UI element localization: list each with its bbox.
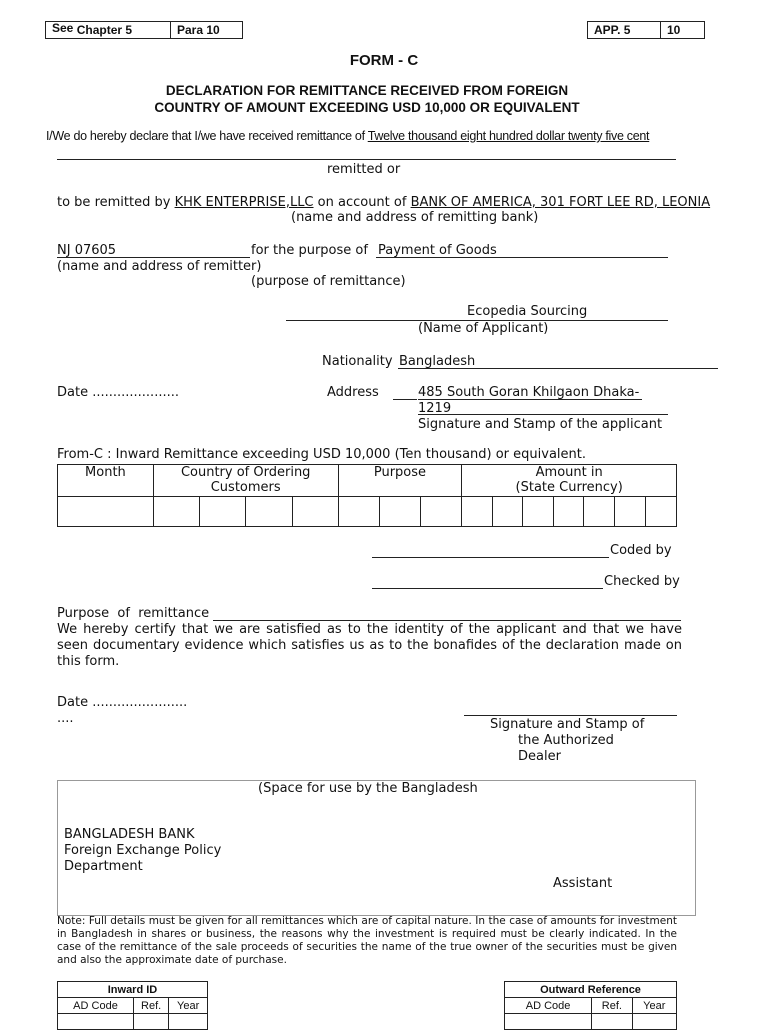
header-purpose: Purpose xyxy=(338,465,462,497)
purpose-of-remittance-label: Purpose of remittance xyxy=(57,606,210,621)
table-cell xyxy=(645,497,676,527)
header-amount-2: (State Currency) xyxy=(515,480,623,495)
date2-cont: .... xyxy=(57,711,74,726)
app-cell: APP. 5 xyxy=(588,22,661,38)
table-row xyxy=(58,497,677,527)
outward-ad-code: AD Code xyxy=(505,998,592,1014)
dealer-signature-2: the Authorized xyxy=(518,733,614,748)
date-label: Date ..................... xyxy=(57,385,179,400)
table-cell xyxy=(292,497,338,527)
to-be-remitted-by-label: to be remitted by xyxy=(57,195,171,210)
inward-ad-code: AD Code xyxy=(58,998,134,1014)
checked-by-label: Checked by xyxy=(604,574,680,589)
table-cell xyxy=(493,497,523,527)
table-cell xyxy=(462,497,493,527)
remitted-or: remitted or xyxy=(327,162,401,177)
address-underline-2 xyxy=(418,414,668,415)
outward-ref-title: Outward Reference xyxy=(505,982,677,998)
for-purpose-label: for the purpose of xyxy=(251,243,368,258)
table-cell xyxy=(245,497,292,527)
inward-remittance-table xyxy=(57,464,677,527)
inward-ref: Ref. xyxy=(134,998,169,1014)
table-cell xyxy=(199,497,245,527)
table-cell xyxy=(421,497,462,527)
table-cell xyxy=(169,1014,208,1030)
declaration-prefix: I/We do hereby declare that I/we have received remittance of xyxy=(46,129,365,143)
purpose-underline xyxy=(376,257,668,258)
inward-id-table xyxy=(57,981,208,1030)
header-amount-1: Amount in xyxy=(535,465,603,480)
inward-id-title: Inward ID xyxy=(58,982,208,998)
nationality-underline xyxy=(398,368,718,369)
table-cell xyxy=(58,1014,134,1030)
bb-box-title: (Space for use by the Bangladesh xyxy=(258,781,478,796)
table-cell xyxy=(615,497,646,527)
appendix-box xyxy=(587,21,705,39)
purpose-caption: (purpose of remittance) xyxy=(251,274,406,289)
nationality-label: Nationality xyxy=(322,354,393,369)
header-country-1: Country of Ordering xyxy=(180,465,311,480)
bb-line-3: Department xyxy=(64,859,143,874)
bank-cont-underline xyxy=(57,257,250,258)
date2-label: Date ....................... xyxy=(57,695,188,710)
purpose-of-remittance-line xyxy=(213,620,681,621)
chapter-label: Chapter 5 xyxy=(76,23,133,37)
header-country-2: Customers xyxy=(210,480,281,495)
checked-by-line xyxy=(372,588,603,589)
inward-table-caption: From-C : Inward Remittance exceeding USD 10,000 (Ten thousand) or equivalent. xyxy=(57,447,586,462)
heading-line-2: COUNTRY OF AMOUNT EXCEEDING USD 10,000 OR EQUIVALENT xyxy=(154,100,580,115)
inward-year: Year xyxy=(169,998,208,1014)
table-header-row xyxy=(58,465,677,497)
table-cell xyxy=(523,497,554,527)
applicant-caption: (Name of Applicant) xyxy=(418,321,549,336)
header-month: Month xyxy=(58,465,154,497)
table-cell xyxy=(505,1014,592,1030)
dealer-signature-line xyxy=(464,715,677,716)
chapter-para-box xyxy=(45,21,243,39)
coded-by-line xyxy=(372,557,609,558)
applicant-signature-caption: Signature and Stamp of the applicant xyxy=(418,417,663,432)
see-label: See xyxy=(52,21,74,35)
bb-line-2: Foreign Exchange Policy xyxy=(64,843,222,858)
applicant-name: Ecopedia Sourcing xyxy=(467,304,588,319)
chapter-cell xyxy=(46,22,171,38)
table-cell xyxy=(58,497,154,527)
certify-paragraph: We hereby certify that we are satisfied as to the identity of the applicant and that we have seen documentary evidence which satisfies us as to the bonafides of the declaration made on this form. xyxy=(57,622,682,669)
bb-assistant: Assistant xyxy=(553,876,613,891)
declaration-underline xyxy=(57,159,676,160)
form-title: FORM - C xyxy=(349,52,419,69)
heading-line-1: DECLARATION FOR REMITTANCE RECEIVED FROM FOREIGN xyxy=(165,83,569,98)
coded-by-label: Coded by xyxy=(610,543,672,558)
nationality-value: Bangladesh xyxy=(399,354,476,369)
note-paragraph: Note: Full details must be given for all remittances which are of capital nature. In the case of amounts for investment in Bangladesh in shares or business, the reasons why the investment is required must be clearly indicated. In the case of the remittance of the sale proceeds of securities the name of the true owner of the securities must be given and also the approximate date of purchase. xyxy=(57,915,677,966)
table-cell xyxy=(584,497,615,527)
table-cell xyxy=(632,1014,676,1030)
table-cell xyxy=(592,1014,632,1030)
header-amount xyxy=(462,465,677,497)
remitter-caption: (name and address of remitter) xyxy=(57,259,262,274)
purpose-value: Payment of Goods xyxy=(378,243,497,258)
remitted-by-line xyxy=(57,195,710,210)
dealer-signature-1: Signature and Stamp of xyxy=(490,717,645,732)
outward-year: Year xyxy=(632,998,676,1014)
table-cell xyxy=(338,497,380,527)
table-cell xyxy=(134,1014,169,1030)
address-line-2: 1219 xyxy=(418,401,452,416)
bangladesh-bank-box xyxy=(57,780,696,916)
bank-caption: (name and address of remitting bank) xyxy=(291,210,539,225)
amount-in-words: Twelve thousand eight hundred dollar twenty five cent xyxy=(367,129,650,143)
address-label: Address xyxy=(327,385,379,400)
outward-reference-table xyxy=(504,981,677,1030)
on-account-of-label: on account of xyxy=(317,195,407,210)
bb-line-1: BANGLADESH BANK xyxy=(64,827,195,842)
outward-ref: Ref. xyxy=(592,998,632,1014)
address-line-1: 485 South Goran Khilgaon Dhaka- xyxy=(418,385,640,400)
header-country xyxy=(153,465,338,497)
dealer-signature-3: Dealer xyxy=(518,749,561,764)
para-cell: Para 10 xyxy=(177,23,220,37)
address-lead-underline xyxy=(393,399,417,400)
table-cell xyxy=(380,497,421,527)
table-cell xyxy=(554,497,584,527)
remitting-bank: BANK OF AMERICA, 301 FORT LEE RD, LEONIA xyxy=(410,195,711,210)
declaration-line xyxy=(46,129,649,143)
remitter-name: KHK ENTERPRISE,LLC xyxy=(174,195,314,210)
address-underline-1 xyxy=(418,399,642,400)
table-cell xyxy=(153,497,199,527)
bank-address-cont: NJ 07605 xyxy=(57,243,117,258)
app-number-cell: 10 xyxy=(667,23,681,37)
